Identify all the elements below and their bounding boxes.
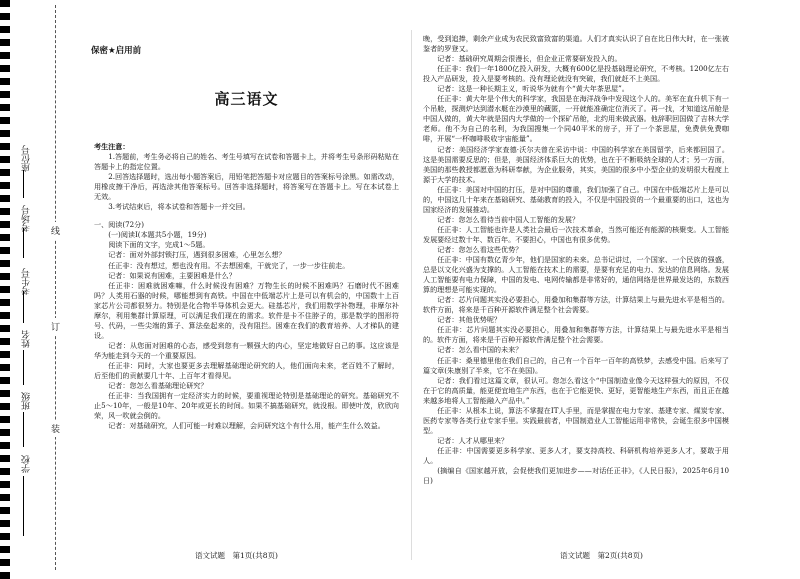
paragraph: 记者：如果说有困难，主要困难是什么？ — [108, 270, 236, 280]
barcode-bar — [0, 0, 10, 579]
paragraph: 记者：您怎么看基础理论研究？ — [108, 381, 208, 391]
paragraph: 任正非：人工智能也许是人类社会最后一次技术革命，当然可能还有能源的核聚变。人工智能发展要经过数十年、数百年。不要担心，中国也有很多优势。 — [423, 224, 729, 244]
room-blank — [23, 228, 24, 258]
id-label: 考生号 — [22, 268, 32, 295]
instruction: 阅读下面的文字，完成1～5题。 — [108, 240, 210, 250]
paragraph: 任正非：黄大年是个伟大的科学家，我国是在海洋战争中发现这个人的。美军在直升机下有一个吊舱，探测炉达到潜水艇在沙漠里的藏匿，一开就能准确定位消灭了。再一找，才知道这吊舱是中国人做的，黄大年就是国内大学做的一个探矿吊舱，北约用来做武器。他辞职回国做了吉林大学老师。他不为自己的名利，为我国搜集一个同40平米的房子，开了一个茶思屋，免费供免费咖啡，开展“一杯咖啡吸收宇宙能量”。 — [423, 94, 729, 144]
notice-2: 2.回答选择题时，选出每小题答案后，用铅笔把答题卡对应题目的答案标号涂黑。如需改动，用橡皮擦干净后，再选涂其他答案标号。回答非选择题时，将答案写在答题卡上。写在本试卷上无效。 — [94, 172, 399, 202]
paragraph: 记者：美国经济学家查德·沃尔夫曾在采访中说：中国的科学家在美国留学，后来都回国了。这是美国需要反思的；但是，美国经济体系巨大的优势，也在于不断吸纳全球的人才；另一方面，美国的那些教授都愿意为科研奉献，为企业服务，其实，美国的很多中小型企业的发明很大程度上源于大学的技术。 — [423, 144, 729, 184]
column-divider — [411, 30, 412, 560]
cut-mark-zhuang: 装 — [51, 420, 60, 437]
paragraph: 任正非：当我国拥有一定经济实力的时候，要重视理论特别是基础理论的研究。基础研究不止5～10年，一般是10年、20年或更长的时间。如果不搞基础研究，就没根。即使叶茂，欣欣向荣，风一吹就会倒的。 — [94, 391, 399, 421]
paragraph: 晚，受到追捧，剩余产业成为农民致富致富的渠道。人们才真实认识了自在比日伟大时，在一张被鉴者的罗登又。 — [423, 34, 729, 54]
paragraph: 记者：人才从哪里来？ — [437, 435, 509, 445]
subsection-heading: (一)阅读Ⅰ(本题共5小题，19分) — [108, 230, 207, 240]
paragraph: 任正非：中国需要更多科学家、更多人才，要支持高校、科研机构培养更多人才，要敢于用人。 — [423, 445, 729, 465]
paragraph: 记者：这是一种长期主义，听说华为就有个“黄大年茶思屋”。 — [437, 84, 629, 94]
paragraph: 任正非：没有想过，想也没有用。不去想困难，干就完了，一步一步往前走。 — [108, 260, 350, 270]
paragraph: 记者：怎么看中国的未来？ — [437, 345, 523, 355]
paragraph: 任正非：困难就困难嘛，什么时候没有困难？万物生长的时候不困难吗？石磨时代不困难吗？人类用石器的时候，哪能想到有高铁。中国在中低端芯片上是可以有机会的，中国数十上百家芯片公司都很努力。特别是化合物半导体机会更大。硅基芯片，我们用数学补物理，非摩尔补摩尔，利用集群计算原理，可以满足我们现在的需求。软件是卡不住脖子的，那是数学的图形符号、代码，一些尖端的算子、算法垒起来的，没有阻拦。困难在我们的教育培养、人才梯队的建设。 — [94, 280, 399, 340]
paragraph: 记者：面对外部封锁打压，遇到很多困难，心里怎么想？ — [108, 250, 286, 260]
notice-1: 1.答题前，考生务必将自己的姓名、考生号填写在试卷和答题卡上，并将考生号条形码粘贴在答题卡上的指定位置。 — [94, 152, 399, 172]
name-label: 姓名 — [22, 330, 32, 348]
right-column — [423, 34, 729, 486]
paragraph: 记者：基础研究周期会很漫长，但企业正常要研发投入的。 — [437, 54, 622, 64]
paragraph: 任正非：我们一年1800亿投入研发，大概有600亿是投基础理论研究，不考核。1200亿左右投入产品研发，投入是要考核的。没有理论就没有突破，我们就赶不上美国。 — [423, 64, 729, 84]
confidential-mark: 保密★启用前 — [91, 46, 142, 56]
paragraph: 任正非：芯片问题其实没必要担心，用叠加和集群等方法，计算结果上与最先进水平是相当的。软件方面，将来是千百种开源软件满足整个社会需要。 — [423, 325, 729, 345]
cut-mark-ding: 订 — [51, 318, 60, 335]
class-blank — [23, 412, 24, 447]
notice-3: 3.考试结束后，将本试卷和答题卡一并交回。 — [108, 202, 250, 212]
class-label: 班级 — [22, 392, 32, 410]
paragraph: 记者：从您面对困难的心态，感受到您有一颗强大的内心，坚定地做好自己的事。这应该是华为能走到今天的一个重要原因。 — [94, 340, 399, 360]
paragraph: 任正非：美国对中国的打压，是对中国的尊重，我们加强了自己。中国在中低端芯片上是可以的，中国这几十年来在基础研究、基础教育的投入，不仅是中国投资的一个最重要的出口，这也为国家经济的发展推动。 — [423, 184, 729, 214]
left-footer: 语文试题 第1页(共8页) — [195, 551, 278, 560]
paragraph: 任正非：桑里德里他在我们自己的，自己有一个百年一百年的高铁梦，去感受中国。后来写了篇文章(朱康别了半来，它不在美国)。 — [423, 355, 729, 375]
paragraph: 记者：您怎么看待当前中国人工智能的发展？ — [437, 214, 580, 224]
paragraph: 记者：对基础研究，人们可能一时难以理解，会问研究这个有什么用，能产生什么效益。 — [108, 421, 385, 431]
page-title: 高三语文 — [214, 90, 279, 108]
cut-line — [55, 5, 56, 570]
paragraph: 任正非：中国有数亿青少年，他们是国家的未来。总书记讲过，一个国家、一个民族的强盛，总是以文化兴盛为支撑的。人工智能在技术上的需要，是要有充足的电力、发达的信息网络。发展人工智能要有电力保障，中国的发电、电网传输都是非常好的，通信网络是世界最发达的，东数西算的理想是可能实现的。 — [423, 255, 729, 295]
notice-heading: 考生注意： — [94, 142, 130, 151]
paragraph: 记者：芯片问题其实没必要担心，用叠加和集群等方法，计算结果上与最先进水平是相当的。软件方面，将来是千百种开源软件满足整个社会需要。 — [423, 295, 729, 315]
paragraph: 记者：我们看过这篇文章，很认可。您怎么看这个“中国制造业像今天这样强大的原因，不仅在于它的高质量，能更便宜地生产东西，也在于它能更快、更好，更智能地生产东西，而且正在越来越多地将人工智能融入产品中。” — [423, 375, 729, 405]
school-blank — [23, 476, 24, 536]
id-blank — [23, 291, 24, 323]
binding-strip — [0, 0, 66, 579]
paragraph: 任正非：从根本上说，算法不掌握在IT人手里，而是掌握在电力专家、基建专家、煤炭专家、医药专家等各类行业专家手里。实践最前者，中国制造业人工智能运用非常快，会诞生很多中国模型。 — [423, 405, 729, 435]
paragraph: 记者：其他优势呢？ — [437, 315, 502, 325]
section-heading: 一、阅读(72分) — [94, 220, 145, 230]
source-note: (摘编自《国家越开放，会促使我们更加进步——对话任正非》，《人民日报》，2025年6月10日) — [423, 466, 729, 486]
cut-mark-xian: 线 — [51, 222, 60, 239]
room-label: 考场号 — [22, 205, 32, 232]
seat-blank — [23, 170, 24, 198]
seat-label: 座位号 — [22, 145, 32, 172]
name-blank — [23, 350, 24, 385]
school-label: 学校 — [22, 455, 32, 473]
left-column — [94, 142, 399, 431]
paragraph: 任正非：同时，大家也要更多去理解基础理论研究的人，他们面向未来，老百姓不了解时，后至他们的贡献要几十年、上百年才看得见。 — [94, 360, 399, 381]
right-footer: 语文试题 第2页(共8页) — [560, 551, 643, 560]
paragraph: 记者：您怎么看这些优势？ — [437, 244, 523, 254]
